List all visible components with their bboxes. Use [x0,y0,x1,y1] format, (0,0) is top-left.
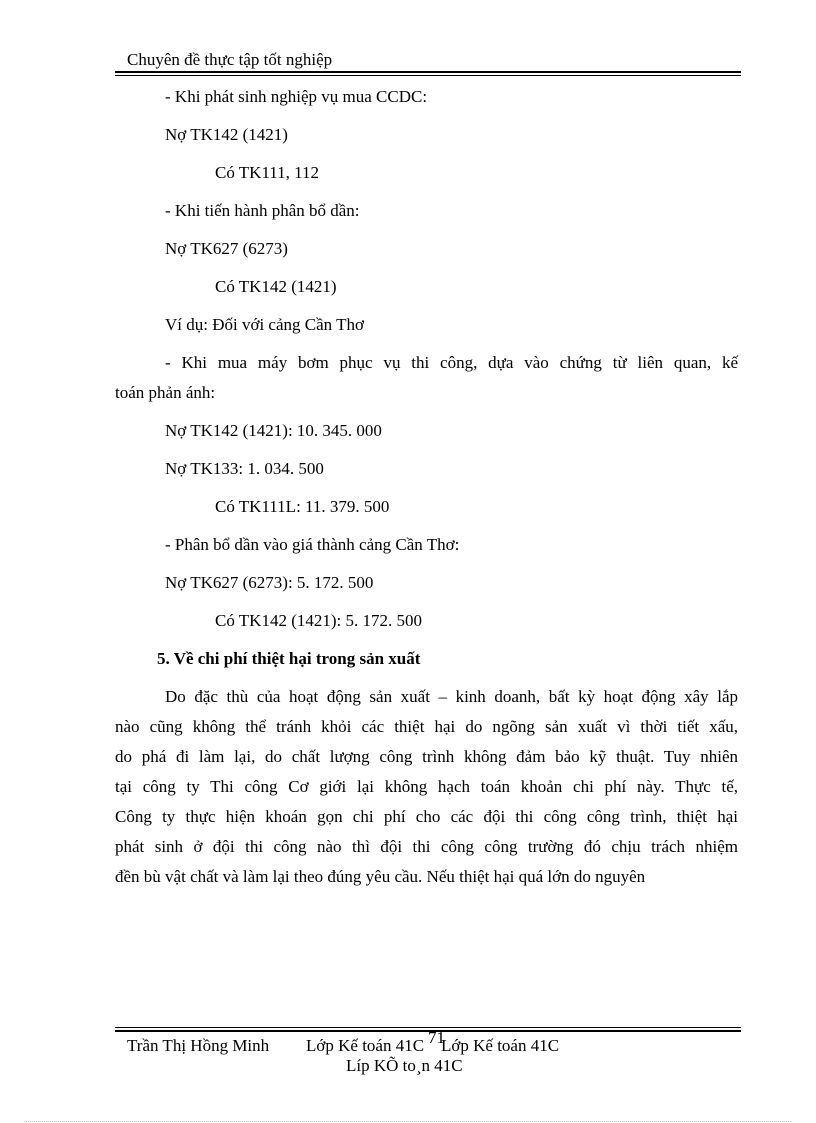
body-line: Có TK142 (1421): 5. 172. 500 [215,611,422,630]
body-line: Nợ TK133: 1. 034. 500 [165,459,324,478]
body-line: Có TK111L: 11. 379. 500 [215,497,390,516]
page-number: 71 [428,1028,445,1047]
paragraph-line: phát sinh ở đội thi công nào thì đội thi công công trường đó chịu trách nhiệm [115,837,738,856]
paragraph-line: Do đặc thù của hoạt động sản xuất – kinh doanh, bất kỳ hoạt động xây lắp [165,687,738,706]
body-line: - Khi mua máy bơm phục vụ thi công, dựa vào chứng từ liên quan, kế [165,353,738,372]
footer-author: Trần Thị Hồng Minh [127,1036,270,1055]
body-line: Có TK111, 112 [215,163,320,182]
header-rule-top [115,71,741,73]
paragraph-line: tại công ty Thi công Cơ giới lại không hạch toán khoản chi phí này. Thực tế, [115,777,738,796]
paragraph-line: do phá đi làm lại, do chất lượng công trình không đảm bảo kỹ thuật. Tuy nhiên [115,747,738,766]
body-line: Ví dụ: Đối với cảng Cần Thơ [165,315,364,334]
header-rule-bottom [115,75,741,76]
body-line: - Khi tiến hành phân bổ dần: [165,201,360,220]
paragraph-line: đền bù vật chất và làm lại theo đúng yêu cầu. Nếu thiệt hại quá lớn do nguyên [115,867,646,886]
body-line: Nợ TK142 (1421) [165,125,288,144]
footer-class-garbled: Líp KÕ to¸n 41C [346,1056,463,1075]
footer-class: Lớp Kế toán 41C [306,1036,425,1055]
page-header-title: Chuyên đề thực tập tốt nghiệp [127,50,333,69]
page-bottom-dotted-line [25,1121,791,1122]
footer-class-repeat: Lớp Kế toán 41C [441,1036,560,1055]
paragraph-line: nào cũng không thể tránh khỏi các thiệt hại do ngõng sản xuất vì thời tiết xấu, [115,717,738,736]
body-line: Nợ TK142 (1421): 10. 345. 000 [165,421,382,440]
section-heading: 5. Về chi phí thiệt hại trong sản xuất [157,649,421,668]
body-line: toán phản ánh: [115,383,216,402]
body-line: - Khi phát sinh nghiệp vụ mua CCDC: [165,87,428,106]
body-line: Có TK142 (1421) [215,277,337,296]
body-line: - Phân bổ dần vào giá thành cảng Cần Thơ: [165,535,460,554]
body-line: Nợ TK627 (6273): 5. 172. 500 [165,573,374,592]
body-line: Nợ TK627 (6273) [165,239,288,258]
paragraph-line: Công ty thực hiện khoán gọn chi phí cho các đội thi công công trình, thiệt hại [115,807,738,826]
